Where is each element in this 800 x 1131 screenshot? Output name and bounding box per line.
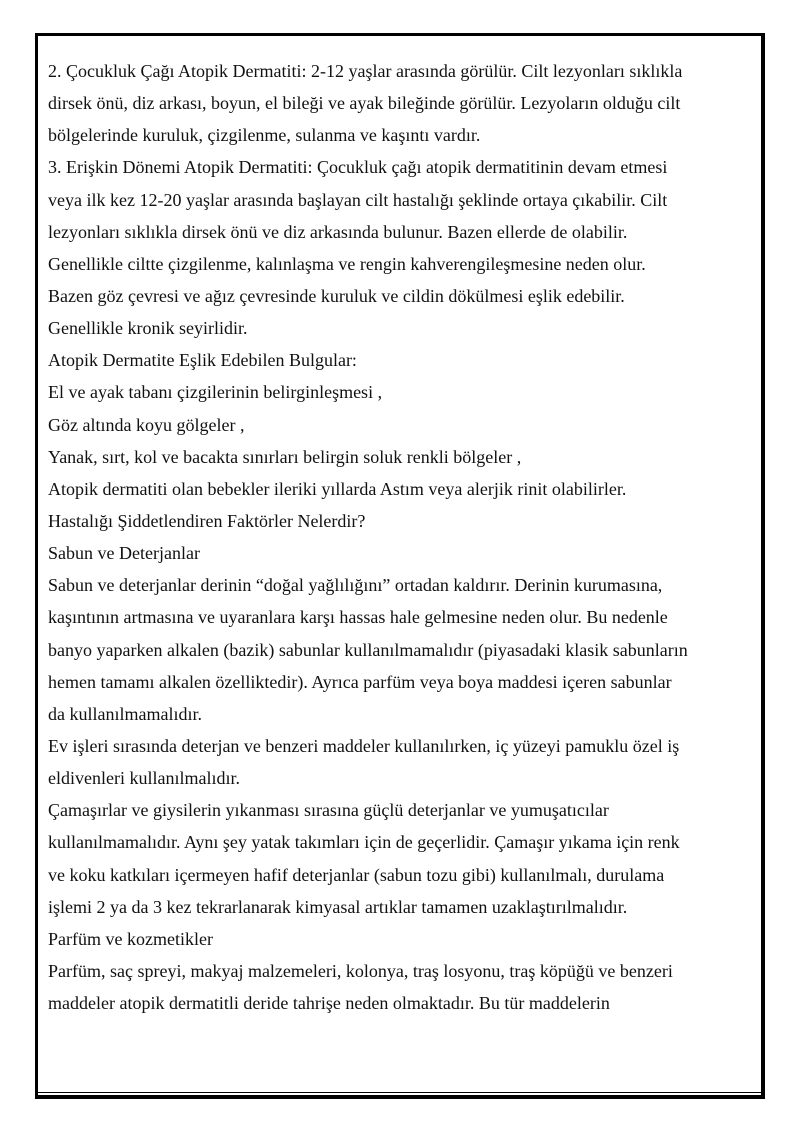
list-item: Göz altında koyu gölgeler ,	[48, 414, 245, 435]
document-body	[48, 55, 758, 1019]
paragraph-line: banyo yaparken alkalen (bazik) sabunlar kullanılmamalıdır (piyasadaki klasik sabunların	[48, 639, 688, 660]
paragraph-line: eldivenleri kullanılmalıdır.	[48, 768, 240, 789]
paragraph-line: ve koku katkıları içermeyen hafif deterjanlar (sabun tozu gibi) kullanılmalı, durulama	[48, 864, 665, 885]
paragraph-line: dirsek önü, diz arkası, boyun, el bileği ve ayak bileğinde görülür. Lezyoların olduğu cilt	[48, 93, 681, 114]
paragraph-line: kullanılmamalıdır. Aynı şey yatak takımları için de geçerlidir. Çamaşır yıkama için renk	[48, 832, 680, 853]
paragraph-line: Atopik dermatiti olan bebekler ileriki yıllarda Astım veya alerjik rinit olabilirler.	[48, 478, 627, 499]
paragraph-line: Bazen göz çevresi ve ağız çevresinde kuruluk ve cildin dökülmesi eşlik edebilir.	[48, 285, 625, 306]
paragraph-line: Genellikle kronik seyirlidir.	[48, 318, 248, 339]
paragraph-line: 2. Çocukluk Çağı Atopik Dermatiti: 2-12 yaşlar arasında görülür. Cilt lezyonları sıklıkla	[48, 61, 683, 81]
section-heading: Hastalığı Şiddetlendiren Faktörler Nelerdir?	[48, 510, 366, 531]
subsection-heading: Parfüm ve kozmetikler	[48, 928, 213, 949]
list-item: El ve ayak tabanı çizgilerinin belirginleşmesi ,	[48, 382, 383, 403]
list-item: Yanak, sırt, kol ve bacakta sınırları belirgin soluk renkli bölgeler ,	[48, 446, 522, 467]
paragraph-line: Sabun ve deterjanlar derinin “doğal yağlılığını” ortadan kaldırır. Derinin kurumasına,	[48, 575, 663, 596]
paragraph-line: bölgelerinde kuruluk, çizgilenme, sulanma ve kaşıntı vardır.	[48, 125, 481, 146]
paragraph-line: maddeler atopik dermatitli deride tahrişe neden olmaktadır. Bu tür maddelerin	[48, 993, 610, 1014]
section-heading: Atopik Dermatite Eşlik Edebilen Bulgular:	[48, 350, 357, 371]
paragraph-line: da kullanılmamalıdır.	[48, 703, 202, 724]
paragraph-line: hemen tamamı alkalen özelliktedir). Ayrıca parfüm veya boya maddesi içeren sabunlar	[48, 671, 672, 692]
paragraph-line: Parfüm, saç spreyi, makyaj malzemeleri, kolonya, traş losyonu, traş köpüğü ve benzeri	[48, 960, 673, 981]
subsection-heading: Sabun ve Deterjanlar	[48, 543, 200, 564]
paragraph-line: işlemi 2 ya da 3 kez tekrarlanarak kimyasal artıklar tamamen uzaklaştırılmalıdır.	[48, 896, 628, 917]
paragraph-line: veya ilk kez 12-20 yaşlar arasında başlayan cilt hastalığı şeklinde ortaya çıkabilir. Cilt	[48, 189, 668, 210]
paragraph-line: lezyonları sıklıkla dirsek önü ve diz arkasında bulunur. Bazen ellerde de olabilir.	[48, 221, 628, 242]
paragraph-line: Genellikle ciltte çizgilenme, kalınlaşma ve rengin kahverengileşmesine neden olur.	[48, 253, 646, 274]
paragraph-line: 3. Erişkin Dönemi Atopik Dermatiti: Çocukluk çağı atopik dermatitinin devam etmesi	[48, 157, 668, 178]
paragraph-line: kaşıntının artmasına ve uyaranlara karşı hassas hale gelmesine neden olur. Bu nedenle	[48, 607, 668, 628]
paragraph-line: Çamaşırlar ve giysilerin yıkanması sırasına güçlü deterjanlar ve yumuşatıcılar	[48, 800, 609, 821]
paragraph-line: Ev işleri sırasında deterjan ve benzeri maddeler kullanılırken, iç yüzeyi pamuklu özel iş	[48, 735, 680, 756]
